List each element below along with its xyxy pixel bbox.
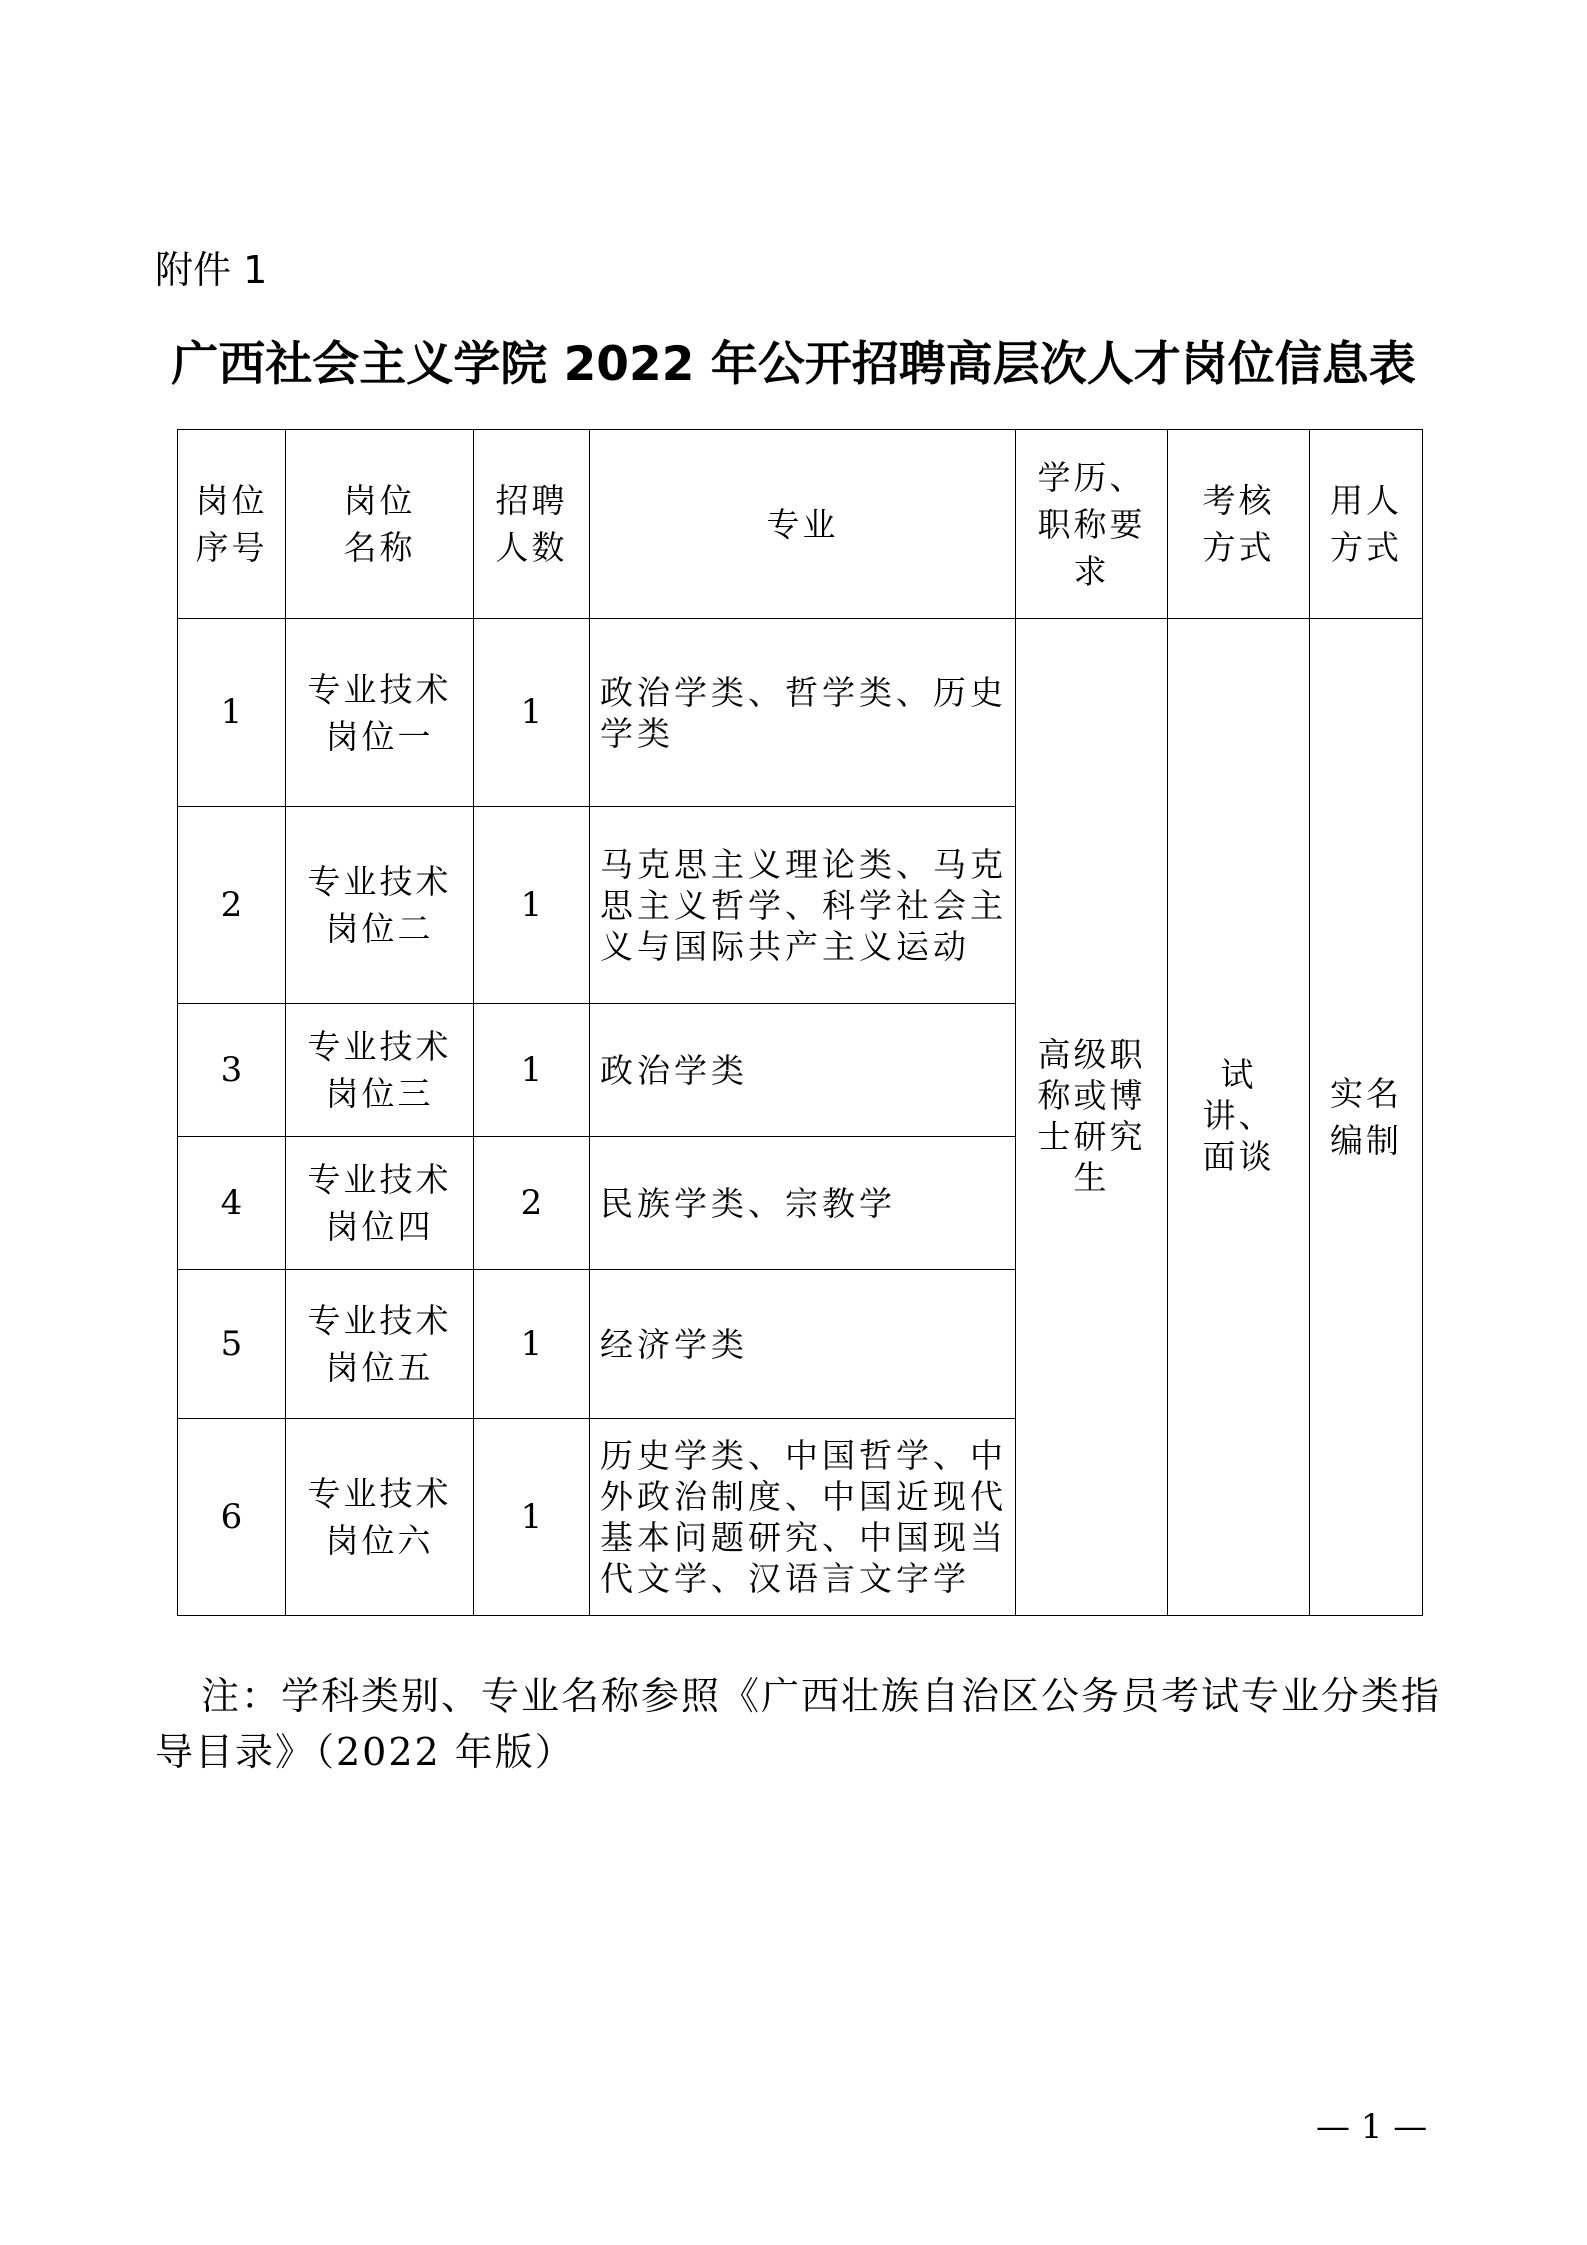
headcount-cell: 1 bbox=[474, 619, 590, 807]
post-no-cell: 4 bbox=[178, 1137, 286, 1270]
document-title: 广西社会主义学院 2022 年公开招聘高层次人才岗位信息表 bbox=[171, 337, 1416, 392]
table-row bbox=[178, 619, 1423, 807]
major-cell: 政治学类、哲学类、历史学类 bbox=[590, 619, 1016, 807]
table-header-row bbox=[178, 430, 1423, 619]
footnote bbox=[155, 1668, 1455, 1780]
major-cell: 民族学类、宗教学 bbox=[590, 1137, 1016, 1270]
post-no-cell: 2 bbox=[178, 807, 286, 1004]
major-cell: 历史学类、中国哲学、中外政治制度、中国近现代基本问题研究、中国现当代文学、汉语言文字学 bbox=[590, 1419, 1016, 1616]
education-requirement-cell: 高级职称或博士研究生 bbox=[1016, 619, 1168, 1616]
post-name-cell: 专业技术岗位二 bbox=[286, 807, 474, 1004]
header-employment: 用人方式 bbox=[1310, 430, 1423, 619]
attachment-label: 附件 1 bbox=[155, 248, 268, 292]
headcount-cell: 2 bbox=[474, 1137, 590, 1270]
assessment-method-cell: 试讲、面谈 bbox=[1168, 619, 1310, 1616]
major-cell: 经济学类 bbox=[590, 1270, 1016, 1419]
post-name-cell: 专业技术岗位四 bbox=[286, 1137, 474, 1270]
post-name-cell: 专业技术岗位六 bbox=[286, 1419, 474, 1616]
header-major: 专业 bbox=[590, 430, 1016, 619]
recruitment-table-container bbox=[177, 429, 1423, 1616]
post-no-cell: 3 bbox=[178, 1004, 286, 1137]
post-name-cell: 专业技术岗位五 bbox=[286, 1270, 474, 1419]
headcount-cell: 1 bbox=[474, 1419, 590, 1616]
post-no-cell: 5 bbox=[178, 1270, 286, 1419]
post-name-cell: 专业技术岗位三 bbox=[286, 1004, 474, 1137]
header-assessment: 考核方式 bbox=[1168, 430, 1310, 619]
post-no-cell: 6 bbox=[178, 1419, 286, 1616]
header-headcount: 招聘人数 bbox=[474, 430, 590, 619]
header-education: 学历、职称要求 bbox=[1016, 430, 1168, 619]
employment-method-cell: 实名编制 bbox=[1310, 619, 1423, 1616]
header-post-name: 岗位名称 bbox=[286, 430, 474, 619]
post-no-cell: 1 bbox=[178, 619, 286, 807]
recruitment-table bbox=[177, 429, 1423, 1616]
major-cell: 政治学类 bbox=[590, 1004, 1016, 1137]
header-post-no: 岗位序号 bbox=[178, 430, 286, 619]
page-number: — 1 — bbox=[1316, 2107, 1428, 2147]
post-name-cell: 专业技术岗位一 bbox=[286, 619, 474, 807]
footnote-text: 注：学科类别、专业名称参照《广西壮族自治区公务员考试专业分类指导目录》（2022 年版） bbox=[155, 1674, 1442, 1774]
headcount-cell: 1 bbox=[474, 1270, 590, 1419]
major-cell: 马克思主义理论类、马克思主义哲学、科学社会主义与国际共产主义运动 bbox=[590, 807, 1016, 1004]
headcount-cell: 1 bbox=[474, 1004, 590, 1137]
headcount-cell: 1 bbox=[474, 807, 590, 1004]
